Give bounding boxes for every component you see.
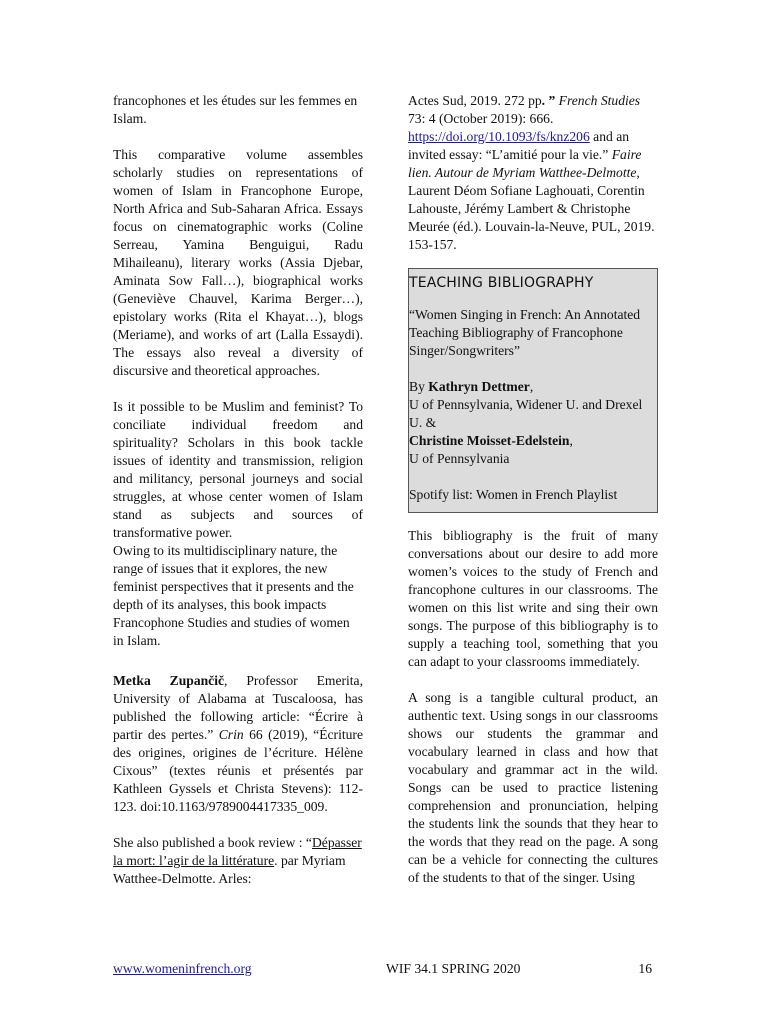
text: , Professor Emerita, University of Alabama at Tuscaloosa, has published the following article: “Écrire à partir des pertes.” bbox=[113, 673, 363, 742]
affiliation: U of Pennsylvania bbox=[409, 451, 510, 466]
paragraph: Is it possible to be Muslim and feminist? To conciliate individual freedom and spirituality? Scholars in this book tackle issues of identity and transmission, religion and militancy, personal journeys and social struggles, at whose center women of Islam stand as subjects and sources of transformative power. bbox=[113, 399, 363, 540]
paragraph bbox=[113, 834, 363, 888]
paragraph: This comparative volume assembles scholarly studies on representations of women of Islam in Francophone Europe, North Africa and Sub-Saharan Africa. Essays focus on cinematographic works (Coline Serreau, Yamina Benguigui, Radu Mihaileanu), literary works (Assia Djebar, Aminata Sow Fall…), biographical works (Geneviève Chauvel, Karima Berger…), epistolary works (Rita el Khayat…), blogs (Meriame), and works of art (Lalla Essaydi). The essays also reveal a diversity of discursive and theoretical approaches. bbox=[113, 147, 363, 378]
left-column bbox=[113, 92, 363, 888]
paragraph: francophones et les études sur les femmes en Islam. bbox=[113, 93, 358, 126]
affiliation: U of Pennsylvania, Widener U. and Drexel U. & bbox=[409, 397, 643, 430]
doi-link[interactable]: https://doi.org/10.1093/fs/knz206 bbox=[408, 129, 590, 144]
box-subtitle: “Women Singing in French: An Annotated Teaching Bibliography of Francophone Singer/Songwriters” bbox=[409, 307, 641, 358]
author-name: Metka Zupančič bbox=[113, 673, 225, 688]
authors bbox=[409, 378, 649, 468]
text: 73: 4 (October 2019): 666. bbox=[408, 111, 554, 126]
text: . ” bbox=[541, 93, 559, 108]
book-title: Faire lien. Autour de Myriam Watthee-Delmotte bbox=[408, 147, 642, 180]
journal-title: French Studies bbox=[558, 93, 641, 108]
text: 66 (2019), “Écriture des origines, origines de l’écriture. Hélène Cixous” (textes réunis et présentés par Kathleen Gyssels et Christa Stevens): 112-123. doi:10.1163/9789004417335_009. bbox=[113, 727, 363, 814]
paragraph: A song is a tangible cultural product, an authentic text. Using songs in our classrooms shows our students the grammar and vocabulary learned in class and how that vocabulary and grammar act in the wild. Songs can be used to practice listening comprehension and pronunciation, helping the students link the sounds that they hear to the words that they read on the page. A song can be a vehicle for connecting the cultures of the students to that of the singer. Using bbox=[408, 690, 658, 885]
text: , bbox=[569, 433, 573, 448]
author-name: Kathryn Dettmer bbox=[428, 379, 530, 394]
text: . par Myriam Watthee-Delmotte. Arles: bbox=[113, 853, 346, 886]
paragraph: Owing to its multidisciplinary nature, the range of issues that it explores, the new feminist perspectives that it presents and the depth of its analyses, this book impacts Francophone Studies and studies of women in Islam. bbox=[113, 543, 354, 648]
text: , Laurent Déom Sofiane Laghouati, Corentin Lahouste, Jérémy Lambert & Christophe Meurée (éd.). Louvain-la-Neuve, PUL, 2019. 153-157. bbox=[408, 165, 655, 252]
text: By bbox=[409, 379, 429, 394]
paragraph-zupancic bbox=[113, 672, 363, 816]
text: and an invited essay: “L’amitié pour la vie.” bbox=[408, 129, 630, 162]
website-link[interactable]: www.womeninfrench.org bbox=[113, 961, 252, 976]
book-title: Dépasser la mort: l’agir de la littérature bbox=[113, 835, 362, 868]
text: , bbox=[529, 379, 534, 394]
paragraph: This bibliography is the fruit of many conversations about our desire to add more women’s voices to the study of French and francophone cultures in our classrooms. The women on this list write and sing their own songs. The purpose of this bibliography is to supply a teaching tool, something that you can adapt to your classrooms immediately. bbox=[408, 528, 658, 669]
text: Actes Sud, 2019. 272 pp bbox=[408, 93, 542, 108]
right-column bbox=[408, 92, 658, 887]
text: She also published a book review : “ bbox=[113, 835, 312, 850]
paragraph bbox=[408, 92, 658, 254]
issue-label: WIF 34.1 SPRING 2020 bbox=[386, 961, 521, 976]
page-footer bbox=[113, 961, 658, 979]
box-title: TEACHING BIBLIOGRAPHY bbox=[409, 275, 594, 291]
author-name: Christine Moisset-Edelstein bbox=[409, 433, 570, 448]
teaching-bibliography-box bbox=[408, 268, 658, 513]
journal-title: Crin bbox=[218, 727, 244, 742]
page-number: 16 bbox=[638, 961, 652, 976]
spotify-list: Spotify list: Women in French Playlist bbox=[409, 487, 618, 502]
